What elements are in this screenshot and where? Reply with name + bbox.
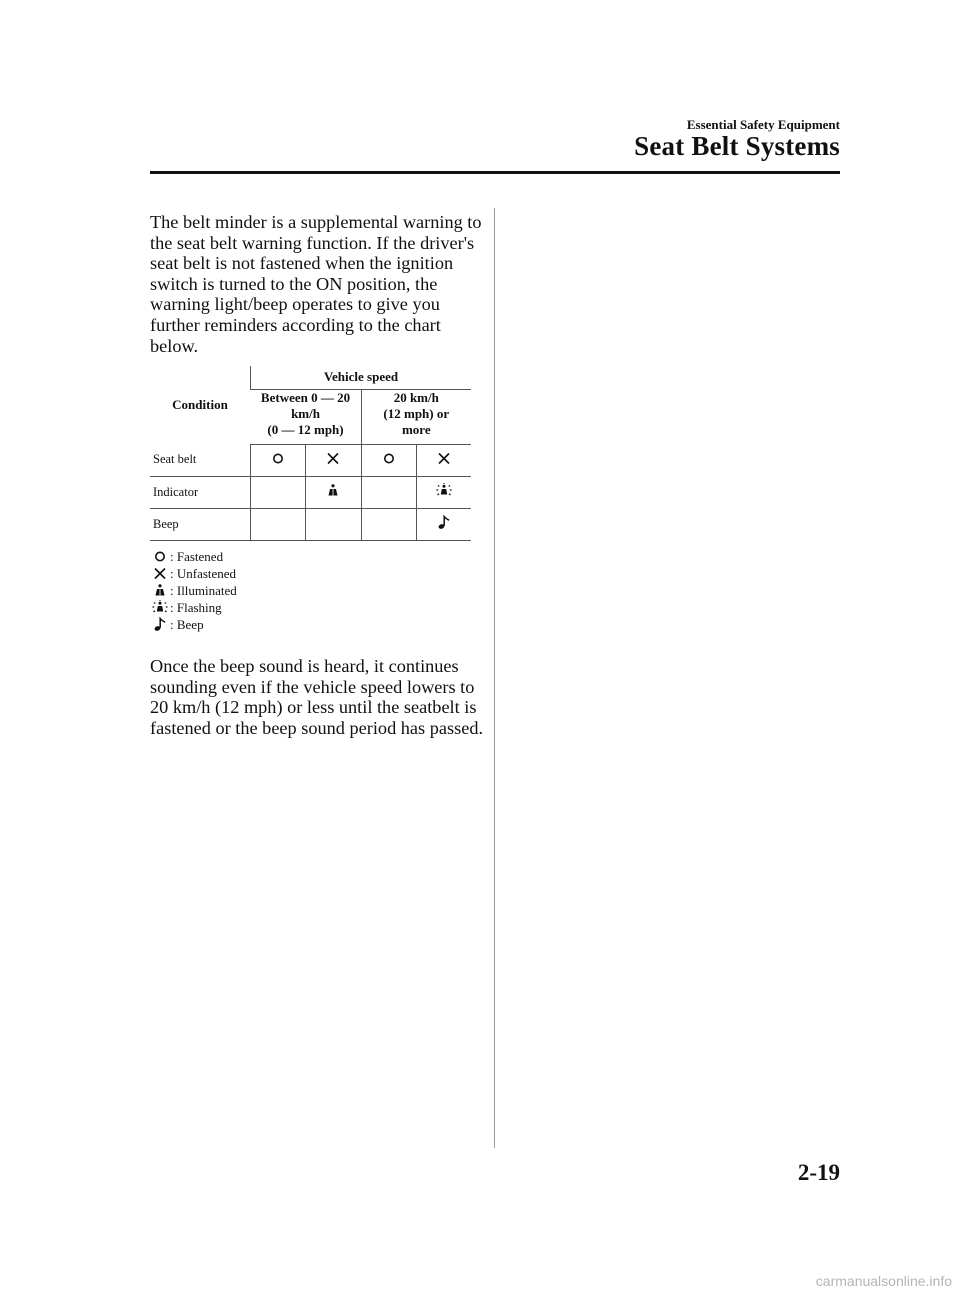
empty-cell <box>306 508 361 540</box>
legend-text: : Illuminated <box>170 583 237 598</box>
legend-item <box>150 565 237 582</box>
legend-item <box>150 548 237 565</box>
legend-item <box>150 582 237 599</box>
legend-item <box>150 616 237 633</box>
unfastened-cell <box>416 444 471 476</box>
fastened-icon <box>379 451 399 466</box>
speed-low-line: km/h <box>291 405 320 421</box>
page-number: 2-19 <box>797 1160 840 1185</box>
empty-cell <box>250 476 305 508</box>
row-label: Beep <box>150 508 250 540</box>
belt-minder-table <box>150 366 471 541</box>
unfastened-icon <box>434 451 454 466</box>
table-row <box>150 444 471 476</box>
column-divider <box>494 208 495 1148</box>
empty-cell <box>250 508 305 540</box>
flashing-icon <box>434 483 454 498</box>
fastened-icon <box>150 549 170 564</box>
watermark: carmanualsonline.info <box>815 1273 952 1289</box>
illuminated-icon <box>323 483 343 498</box>
speed-low-line: Between 0 — 20 <box>260 389 351 405</box>
unfastened-icon <box>150 566 170 581</box>
unfastened-cell <box>306 444 361 476</box>
condition-header: Condition <box>172 397 228 412</box>
table-row <box>150 508 471 540</box>
speed-low-header <box>250 389 361 444</box>
flashing-cell <box>416 476 471 508</box>
illuminated-cell <box>306 476 361 508</box>
fastened-cell <box>361 444 416 476</box>
intro-paragraph: The belt minder is a supplemental warning to the seat belt warning function. If the driver's seat belt is not fastened when the ignition switch is turned to the ON position, the warning light/beep operates to give you further reminders according to the chart below. <box>150 212 482 356</box>
speed-high-line: more <box>401 421 431 437</box>
beep-cell <box>416 508 471 540</box>
empty-cell <box>361 476 416 508</box>
beep-icon <box>150 617 170 632</box>
speed-high-line: (12 mph) or <box>383 405 450 421</box>
section-title: Seat Belt Systems <box>634 131 840 161</box>
section-label: Essential Safety Equipment <box>686 117 840 132</box>
speed-low-line: (0 — 12 mph) <box>267 421 344 437</box>
speed-high-header <box>361 389 471 444</box>
fastened-cell <box>250 444 305 476</box>
legend-text: : Flashing <box>170 600 222 615</box>
legend-item <box>150 599 237 616</box>
beep-icon <box>434 515 454 530</box>
beep-paragraph: Once the beep sound is heard, it continues sounding even if the vehicle speed lowers to 20 km/h (12 mph) or less until the seatbelt is fastened or the beep sound period has passed. <box>150 656 484 738</box>
header-rule <box>150 171 840 174</box>
flashing-icon <box>150 600 170 615</box>
symbol-legend <box>150 548 237 633</box>
speed-high-line: 20 km/h <box>393 389 439 405</box>
vehicle-speed-header: Vehicle speed <box>250 366 471 389</box>
legend-text: : Beep <box>170 617 204 632</box>
table-body <box>150 444 471 540</box>
legend-text: : Unfastened <box>170 566 237 581</box>
legend-text: : Fastened <box>170 549 224 564</box>
row-label: Indicator <box>150 476 250 508</box>
table-row <box>150 476 471 508</box>
unfastened-icon <box>323 451 343 466</box>
empty-cell <box>361 508 416 540</box>
illuminated-icon <box>150 583 170 598</box>
row-label: Seat belt <box>150 444 250 476</box>
fastened-icon <box>268 451 288 466</box>
